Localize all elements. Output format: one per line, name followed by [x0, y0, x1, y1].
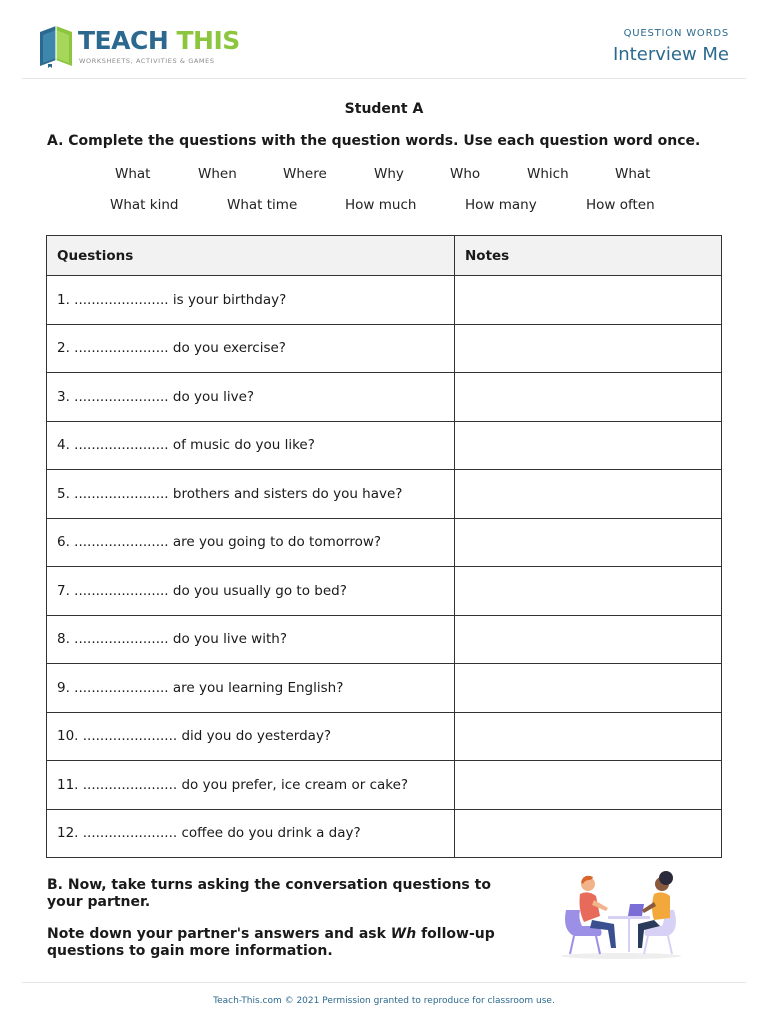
question-cell: 5. ...................... brothers and sisters do you have? — [47, 470, 455, 519]
notes-cell — [455, 615, 722, 664]
word-bank-item: What — [615, 166, 651, 182]
table-row — [47, 373, 722, 422]
word-bank-item: What time — [227, 197, 298, 213]
table-row — [47, 615, 722, 664]
table-row — [47, 421, 722, 470]
notes-cell — [455, 324, 722, 373]
header — [0, 0, 768, 80]
notes-cell — [455, 712, 722, 761]
word-bank-item: When — [198, 166, 237, 182]
table-row — [47, 761, 722, 810]
notes-cell — [455, 470, 722, 519]
word-bank-item: Who — [450, 166, 481, 182]
section-b-instruction: B. Now, take turns asking the conversation questions to your partner. — [47, 877, 491, 910]
notes-cell — [455, 276, 722, 325]
notes-column-header: Notes — [455, 236, 722, 276]
word-bank-item: How many — [465, 197, 537, 213]
word-bank-item: What kind — [110, 197, 179, 213]
question-cell: 12. ...................... coffee do you drink a day? — [47, 809, 455, 858]
question-cell: 11. ...................... do you prefer, ice cream or cake? — [47, 761, 455, 810]
table-row — [47, 664, 722, 713]
logo-word-this: THIS — [176, 26, 240, 55]
teach-this-logo — [36, 24, 240, 70]
logo-word-teach: TEACH — [78, 26, 169, 55]
word-bank-item: Why — [374, 166, 404, 182]
student-label: Student A — [344, 101, 424, 117]
table-header-row — [47, 236, 722, 276]
question-cell: 3. ...................... do you live? — [47, 373, 455, 422]
question-cell: 6. ...................... are you going to do tomorrow? — [47, 518, 455, 567]
word-bank-item: How much — [345, 197, 417, 213]
table-row — [47, 712, 722, 761]
footer-copyright: Teach-This.com © 2021 Permission granted to reproduce for classroom use. — [213, 996, 555, 1006]
question-cell: 4. ...................... of music do you like? — [47, 421, 455, 470]
followup-emphasis: Wh — [390, 926, 417, 942]
worksheet-title: Interview Me — [612, 44, 729, 65]
notes-cell — [455, 567, 722, 616]
questions-table — [46, 235, 722, 858]
followup-text-start: Note down your partner's answers and ask — [47, 926, 391, 942]
footer-divider — [22, 982, 746, 983]
questions-column-header: Questions — [47, 236, 455, 276]
book-icon — [36, 24, 76, 68]
question-cell: 1. ...................... is your birthday? — [47, 276, 455, 325]
table-row — [47, 518, 722, 567]
header-divider — [22, 78, 746, 79]
table-row — [47, 470, 722, 519]
section-b — [47, 877, 517, 975]
table-row — [47, 324, 722, 373]
table-row — [47, 276, 722, 325]
notes-cell — [455, 664, 722, 713]
word-bank-item: How often — [586, 197, 655, 213]
question-cell: 9. ...................... are you learning English? — [47, 664, 455, 713]
word-bank-item: Where — [283, 166, 327, 182]
notes-cell — [455, 518, 722, 567]
section-a-instruction: A. Complete the questions with the question words. Use each question word once. — [47, 133, 701, 149]
notes-cell — [455, 421, 722, 470]
worksheet-category: QUESTION WORDS — [623, 28, 729, 39]
section-b-followup — [47, 926, 517, 960]
word-bank-item: What — [115, 166, 151, 182]
question-cell: 8. ...................... do you live with? — [47, 615, 455, 664]
notes-cell — [455, 809, 722, 858]
logo-wordmark — [78, 26, 240, 56]
followup-text-end: follow-up questions to gain more information. — [47, 926, 495, 959]
notes-cell — [455, 373, 722, 422]
logo-tagline: WORKSHEETS, ACTIVITIES & GAMES — [79, 57, 215, 65]
worksheet-heading — [613, 27, 729, 66]
question-cell: 7. ...................... do you usually go to bed? — [47, 567, 455, 616]
word-bank-item: Which — [527, 166, 569, 182]
notes-cell — [455, 761, 722, 810]
table-row — [47, 809, 722, 858]
conversation-illustration — [556, 870, 686, 960]
question-cell: 10. ...................... did you do yesterday? — [47, 712, 455, 761]
question-cell: 2. ...................... do you exercise? — [47, 324, 455, 373]
table-row — [47, 567, 722, 616]
